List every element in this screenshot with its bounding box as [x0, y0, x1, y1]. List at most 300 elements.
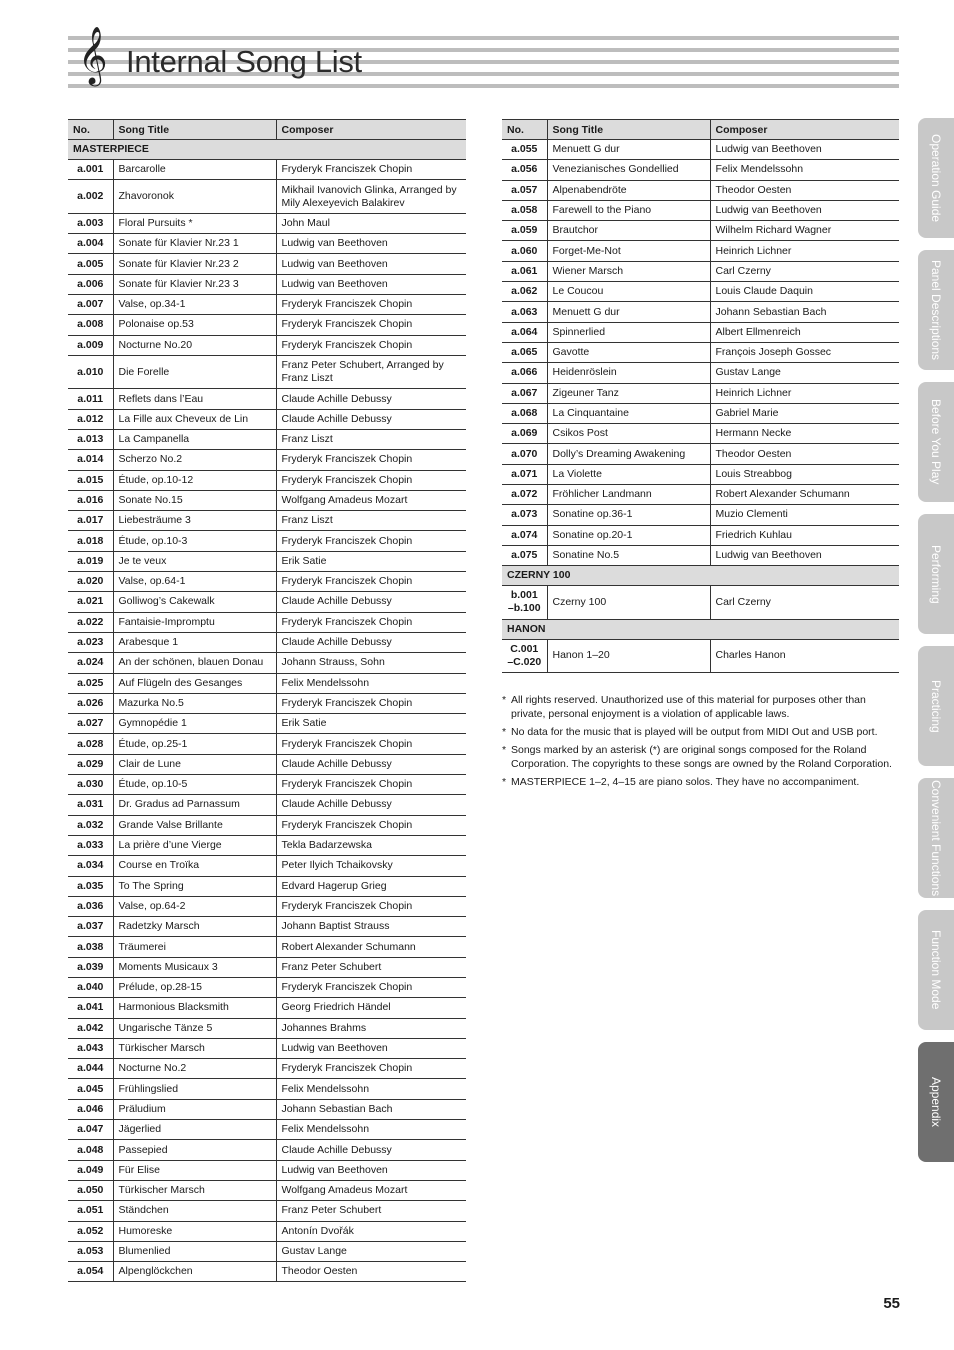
table-row [502, 221, 899, 241]
song-number-cell: a.023 [68, 632, 113, 652]
song-number-cell: a.019 [68, 551, 113, 571]
song-number-cell: a.024 [68, 653, 113, 673]
song-number-cell: a.036 [68, 896, 113, 916]
song-number-cell: a.007 [68, 294, 113, 314]
table-row [68, 775, 466, 795]
song-number-cell: a.057 [502, 180, 547, 200]
song-number-cell: a.035 [68, 876, 113, 896]
composer-cell: Johann Strauss, Sohn [276, 653, 466, 673]
song-number-cell: a.034 [68, 856, 113, 876]
song-title-cell: La Violette [547, 464, 710, 484]
composer-cell: Fryderyk Franciszek Chopin [276, 815, 466, 835]
composer-cell: Fryderyk Franciszek Chopin [276, 572, 466, 592]
song-title-cell: Étude, op.10-5 [113, 775, 276, 795]
table-row [502, 525, 899, 545]
table-row [68, 592, 466, 612]
song-number-cell: a.018 [68, 531, 113, 551]
song-title-cell: Sonatine op.20-1 [547, 525, 710, 545]
song-number-cell: a.065 [502, 342, 547, 362]
song-title-cell: Frühlingslied [113, 1079, 276, 1099]
table-row [68, 490, 466, 510]
composer-cell: Heinrich Lichner [710, 241, 899, 261]
table-row [68, 160, 466, 180]
tab-function-mode[interactable] [918, 910, 954, 1030]
composer-cell: Mikhail Ivanovich Glinka, Arranged by Mily Alexeyevich Balakirev [276, 180, 466, 214]
song-title-cell: Sonate für Klavier Nr.23 2 [113, 254, 276, 274]
tab-appendix[interactable] [918, 1042, 954, 1162]
composer-cell: Albert Ellmenreich [710, 322, 899, 342]
song-title-cell: Barcarolle [113, 160, 276, 180]
song-number-cell: a.070 [502, 444, 547, 464]
song-title-cell: Wiener Marsch [547, 261, 710, 281]
composer-cell: Louis Streabbog [710, 464, 899, 484]
table-row [68, 1079, 466, 1099]
table-row [502, 424, 899, 444]
composer-cell: Franz Liszt [276, 511, 466, 531]
song-title-cell: Golliwog’s Cakewalk [113, 592, 276, 612]
tab-label: Operation Guide [929, 133, 943, 223]
song-title-cell: Course en Troïka [113, 856, 276, 876]
composer-cell: Wilhelm Richard Wagner [710, 221, 899, 241]
song-title-cell: Menuett G dur [547, 140, 710, 160]
composer-cell: Robert Alexander Schumann [276, 937, 466, 957]
table-row [68, 1099, 466, 1119]
composer-cell: Ludwig van Beethoven [710, 140, 899, 160]
table-row [68, 1262, 466, 1282]
composer-cell: Ludwig van Beethoven [276, 1160, 466, 1180]
composer-cell: Fryderyk Franciszek Chopin [276, 315, 466, 335]
song-number-cell: a.032 [68, 815, 113, 835]
song-number-cell: a.011 [68, 389, 113, 409]
song-number-cell: a.038 [68, 937, 113, 957]
table-row [68, 835, 466, 855]
song-title-cell: Mazurka No.5 [113, 693, 276, 713]
tab-label: Panel Descriptions [929, 259, 943, 361]
song-title-cell: Gymnopédie 1 [113, 714, 276, 734]
footnote: * All rights reserved. Unauthorized use of this material for purposes other than private, personal enjoyment is a violation of applicable laws. [502, 693, 902, 721]
composer-cell: Claude Achille Debussy [276, 592, 466, 612]
song-number-cell: a.039 [68, 957, 113, 977]
table-row [68, 551, 466, 571]
tab-label: Performing [929, 544, 943, 604]
tab-practicing[interactable] [918, 646, 954, 766]
composer-cell: Fryderyk Franciszek Chopin [276, 775, 466, 795]
song-number-cell: a.058 [502, 200, 547, 220]
song-title-cell: Heidenröslein [547, 363, 710, 383]
song-title-cell: Venezianisches Gondellied [547, 160, 710, 180]
song-number-cell: a.056 [502, 160, 547, 180]
composer-cell: Charles Hanon [710, 639, 899, 673]
song-title-cell: Fröhlicher Landmann [547, 485, 710, 505]
table-row [68, 389, 466, 409]
song-number-cell: a.048 [68, 1140, 113, 1160]
song-number-cell: a.046 [68, 1099, 113, 1119]
table-row [68, 896, 466, 916]
song-title-cell: Moments Musicaux 3 [113, 957, 276, 977]
tab-performing[interactable] [918, 514, 954, 634]
table-row [502, 302, 899, 322]
composer-cell: Antonín Dvořák [276, 1221, 466, 1241]
composer-cell: Fryderyk Franciszek Chopin [276, 977, 466, 997]
table-row [502, 160, 899, 180]
table-row [68, 511, 466, 531]
song-title-cell: Sonate für Klavier Nr.23 1 [113, 234, 276, 254]
song-title-cell: Präludium [113, 1099, 276, 1119]
table-row [68, 714, 466, 734]
table-row [502, 383, 899, 403]
song-title-cell: Träumerei [113, 937, 276, 957]
composer-cell: Claude Achille Debussy [276, 795, 466, 815]
table-row [68, 572, 466, 592]
tab-label: Before You Play [929, 399, 943, 485]
table-row [68, 1140, 466, 1160]
section-row [502, 566, 899, 586]
song-title-cell: Forget-Me-Not [547, 241, 710, 261]
page-title: Internal Song List [126, 44, 362, 79]
table-row [68, 1180, 466, 1200]
song-title-cell: Türkischer Marsch [113, 1180, 276, 1200]
footnotes [502, 693, 902, 793]
song-number-cell: a.067 [502, 383, 547, 403]
song-title-cell: To The Spring [113, 876, 276, 896]
tab-label: Appendix [929, 1076, 943, 1128]
song-title-cell: Czerny 100 [547, 586, 710, 620]
composer-cell: Gustav Lange [276, 1241, 466, 1261]
table-row [68, 957, 466, 977]
song-number-cell: a.066 [502, 363, 547, 383]
table-row [68, 754, 466, 774]
footnote: * No data for the music that is played will be output from MIDI Out and USB port. [502, 725, 902, 739]
song-title-cell: Sonatine op.36-1 [547, 505, 710, 525]
song-number-cell: a.026 [68, 693, 113, 713]
song-number-cell: a.037 [68, 917, 113, 937]
column-header-song-title: Song Title [113, 120, 276, 140]
composer-cell: Edvard Hagerup Grieg [276, 876, 466, 896]
table-header-row [68, 120, 466, 140]
composer-cell: Claude Achille Debussy [276, 409, 466, 429]
song-number-cell: a.028 [68, 734, 113, 754]
composer-cell: Claude Achille Debussy [276, 1140, 466, 1160]
composer-cell: Peter Ilyich Tchaikovsky [276, 856, 466, 876]
song-title-cell: La prière d’une Vierge [113, 835, 276, 855]
composer-cell: Ludwig van Beethoven [710, 545, 899, 565]
song-title-cell: Zhavoronok [113, 180, 276, 214]
table-row [68, 254, 466, 274]
song-number-cell: a.050 [68, 1180, 113, 1200]
table-row [502, 464, 899, 484]
song-number-cell: a.044 [68, 1059, 113, 1079]
composer-cell: Fryderyk Franciszek Chopin [276, 612, 466, 632]
composer-cell: Franz Peter Schubert [276, 957, 466, 977]
song-number-cell: a.064 [502, 322, 547, 342]
song-number-cell: a.060 [502, 241, 547, 261]
composer-cell: Carl Czerny [710, 261, 899, 281]
song-title-cell: Auf Flügeln des Gesanges [113, 673, 276, 693]
song-title-cell: Alpenabendröte [547, 180, 710, 200]
song-title-cell: Sonate No.15 [113, 490, 276, 510]
song-number-cell: a.005 [68, 254, 113, 274]
song-number-cell: a.041 [68, 998, 113, 1018]
composer-cell: Ludwig van Beethoven [276, 1038, 466, 1058]
song-title-cell: Nocturne No.20 [113, 335, 276, 355]
composer-cell: Fryderyk Franciszek Chopin [276, 1059, 466, 1079]
composer-cell: Erik Satie [276, 551, 466, 571]
table-row [68, 180, 466, 214]
song-number-cell: a.059 [502, 221, 547, 241]
song-table-left [68, 119, 466, 1282]
table-row [68, 937, 466, 957]
table-row [68, 795, 466, 815]
composer-cell: François Joseph Gossec [710, 342, 899, 362]
song-title-cell: Humoreske [113, 1221, 276, 1241]
song-number-cell: a.006 [68, 274, 113, 294]
table-row [502, 180, 899, 200]
composer-cell: Johann Sebastian Bach [276, 1099, 466, 1119]
song-title-cell: Nocturne No.2 [113, 1059, 276, 1079]
song-number-cell: a.010 [68, 355, 113, 389]
song-title-cell: Türkischer Marsch [113, 1038, 276, 1058]
song-number-cell: a.054 [68, 1262, 113, 1282]
table-row [68, 632, 466, 652]
composer-cell: Hermann Necke [710, 424, 899, 444]
song-title-cell: La Campanella [113, 429, 276, 449]
song-number-cell: a.009 [68, 335, 113, 355]
song-title-cell: Prélude, op.28-15 [113, 977, 276, 997]
composer-cell: Fryderyk Franciszek Chopin [276, 531, 466, 551]
table-row [502, 403, 899, 423]
composer-cell: Theodor Oesten [276, 1262, 466, 1282]
composer-cell: Johann Baptist Strauss [276, 917, 466, 937]
song-number-cell: a.055 [502, 140, 547, 160]
table-row [502, 586, 899, 620]
table-row [502, 282, 899, 302]
tab-label: Convenient Functions [929, 779, 943, 897]
song-title-cell: Sonate für Klavier Nr.23 3 [113, 274, 276, 294]
table-row [68, 234, 466, 254]
song-title-cell: Étude, op.10-12 [113, 470, 276, 490]
song-number-cell: a.047 [68, 1120, 113, 1140]
song-number-cell: a.001 [68, 160, 113, 180]
song-number-cell: b.001 –b.100 [502, 586, 547, 620]
table-row [68, 531, 466, 551]
composer-cell: Wolfgang Amadeus Mozart [276, 1180, 466, 1200]
composer-cell: Muzio Clementi [710, 505, 899, 525]
table-row [502, 342, 899, 362]
composer-cell: Gustav Lange [710, 363, 899, 383]
table-row [68, 1018, 466, 1038]
song-number-cell: a.072 [502, 485, 547, 505]
composer-cell: Fryderyk Franciszek Chopin [276, 450, 466, 470]
composer-cell: Ludwig van Beethoven [276, 254, 466, 274]
song-number-cell: a.003 [68, 213, 113, 233]
composer-cell: Franz Peter Schubert, Arranged by Franz Liszt [276, 355, 466, 389]
table-row [68, 335, 466, 355]
song-number-cell: a.021 [68, 592, 113, 612]
song-title-cell: Jägerlied [113, 1120, 276, 1140]
table-row [502, 261, 899, 281]
song-number-cell: a.062 [502, 282, 547, 302]
composer-cell: Franz Liszt [276, 429, 466, 449]
table-row [68, 429, 466, 449]
song-title-cell: Grande Valse Brillante [113, 815, 276, 835]
page-number: 55 [883, 1295, 900, 1312]
song-table-right [502, 119, 899, 673]
treble-clef-icon: 𝄞 [78, 26, 108, 84]
tab-before-you-play[interactable] [918, 382, 954, 502]
song-title-cell: Gavotte [547, 342, 710, 362]
tab-operation-guide[interactable] [918, 118, 954, 238]
table-header-row [502, 120, 899, 140]
table-row [68, 213, 466, 233]
table-row [68, 1038, 466, 1058]
composer-cell: Fryderyk Franciszek Chopin [276, 896, 466, 916]
column-header-composer: Composer [276, 120, 466, 140]
table-row [68, 355, 466, 389]
song-title-cell: Menuett G dur [547, 302, 710, 322]
song-number-cell: a.014 [68, 450, 113, 470]
song-title-cell: Alpenglöckchen [113, 1262, 276, 1282]
composer-cell: Robert Alexander Schumann [710, 485, 899, 505]
section-label: MASTERPIECE [68, 140, 466, 160]
table-row [502, 200, 899, 220]
composer-cell: Wolfgang Amadeus Mozart [276, 490, 466, 510]
table-row [502, 241, 899, 261]
composer-cell: John Maul [276, 213, 466, 233]
song-title-cell: Fantaisie-Impromptu [113, 612, 276, 632]
composer-cell: Theodor Oesten [710, 180, 899, 200]
song-title-cell: Dolly’s Dreaming Awakening [547, 444, 710, 464]
song-number-cell: a.061 [502, 261, 547, 281]
song-title-cell: Polonaise op.53 [113, 315, 276, 335]
song-title-cell: Valse, op.64-1 [113, 572, 276, 592]
song-number-cell: a.073 [502, 505, 547, 525]
song-title-cell: Brautchor [547, 221, 710, 241]
song-number-cell: C.001 –C.020 [502, 639, 547, 673]
footnote: * Songs marked by an asterisk (*) are original songs composed for the Roland Corporation. The copyrights to these songs are owned by the Roland Corporation. [502, 743, 902, 771]
composer-cell: Fryderyk Franciszek Chopin [276, 693, 466, 713]
song-title-cell: Ständchen [113, 1201, 276, 1221]
table-row [502, 485, 899, 505]
song-number-cell: a.017 [68, 511, 113, 531]
song-number-cell: a.008 [68, 315, 113, 335]
table-row [68, 856, 466, 876]
song-number-cell: a.051 [68, 1201, 113, 1221]
song-number-cell: a.013 [68, 429, 113, 449]
table-row [68, 1059, 466, 1079]
song-number-cell: a.033 [68, 835, 113, 855]
column-header-no: No. [68, 120, 113, 140]
song-title-cell: Farewell to the Piano [547, 200, 710, 220]
song-number-cell: a.074 [502, 525, 547, 545]
composer-cell: Claude Achille Debussy [276, 389, 466, 409]
composer-cell: Fryderyk Franciszek Chopin [276, 335, 466, 355]
song-number-cell: a.052 [68, 1221, 113, 1241]
section-label: HANON [502, 619, 899, 639]
section-label: CZERNY 100 [502, 566, 899, 586]
song-title-cell: Csikos Post [547, 424, 710, 444]
song-title-cell: Valse, op.64-2 [113, 896, 276, 916]
song-number-cell: a.045 [68, 1079, 113, 1099]
song-number-cell: a.015 [68, 470, 113, 490]
table-row [502, 363, 899, 383]
composer-cell: Franz Peter Schubert [276, 1201, 466, 1221]
table-row [502, 140, 899, 160]
table-row [68, 612, 466, 632]
song-number-cell: a.069 [502, 424, 547, 444]
song-title-cell: Zigeuner Tanz [547, 383, 710, 403]
composer-cell: Louis Claude Daquin [710, 282, 899, 302]
composer-cell: Erik Satie [276, 714, 466, 734]
table-row [68, 1120, 466, 1140]
composer-cell: Georg Friedrich Händel [276, 998, 466, 1018]
song-title-cell: Arabesque 1 [113, 632, 276, 652]
composer-cell: Theodor Oesten [710, 444, 899, 464]
table-row [68, 1201, 466, 1221]
table-row [502, 545, 899, 565]
song-title-cell: La Cinquantaine [547, 403, 710, 423]
song-title-cell: Floral Pursuits * [113, 213, 276, 233]
song-title-cell: Liebesträume 3 [113, 511, 276, 531]
column-header-composer: Composer [710, 120, 899, 140]
table-row [68, 1160, 466, 1180]
tab-panel-descriptions[interactable] [918, 250, 954, 370]
song-title-cell: Hanon 1–20 [547, 639, 710, 673]
song-number-cell: a.030 [68, 775, 113, 795]
table-row [68, 917, 466, 937]
column-header-no: No. [502, 120, 547, 140]
table-row [68, 693, 466, 713]
song-number-cell: a.053 [68, 1241, 113, 1261]
footnote: * MASTERPIECE 1–2, 4–15 are piano solos. They have no accompaniment. [502, 775, 902, 789]
song-title-cell: Passepied [113, 1140, 276, 1160]
song-title-cell: Étude, op.10-3 [113, 531, 276, 551]
composer-cell: Carl Czerny [710, 586, 899, 620]
composer-cell: Johannes Brahms [276, 1018, 466, 1038]
table-row [68, 734, 466, 754]
composer-cell: Ludwig van Beethoven [276, 234, 466, 254]
song-number-cell: a.040 [68, 977, 113, 997]
composer-cell: Fryderyk Franciszek Chopin [276, 470, 466, 490]
song-title-cell: Ungarische Tänze 5 [113, 1018, 276, 1038]
song-number-cell: a.049 [68, 1160, 113, 1180]
song-title-cell: Harmonious Blacksmith [113, 998, 276, 1018]
table-row [502, 322, 899, 342]
table-row [502, 444, 899, 464]
table-row [68, 673, 466, 693]
tab-label: Practicing [929, 679, 943, 733]
song-number-cell: a.042 [68, 1018, 113, 1038]
tab-convenient-functions[interactable] [918, 778, 954, 898]
column-header-song-title: Song Title [547, 120, 710, 140]
song-number-cell: a.031 [68, 795, 113, 815]
song-number-cell: a.027 [68, 714, 113, 734]
song-title-cell: An der schönen, blauen Donau [113, 653, 276, 673]
song-title-cell: Reflets dans l’Eau [113, 389, 276, 409]
song-title-cell: Clair de Lune [113, 754, 276, 774]
song-number-cell: a.025 [68, 673, 113, 693]
song-number-cell: a.022 [68, 612, 113, 632]
song-title-cell: Für Elise [113, 1160, 276, 1180]
table-row [68, 653, 466, 673]
song-number-cell: a.068 [502, 403, 547, 423]
song-title-cell: Je te veux [113, 551, 276, 571]
song-title-cell: Le Coucou [547, 282, 710, 302]
composer-cell: Fryderyk Franciszek Chopin [276, 160, 466, 180]
composer-cell: Ludwig van Beethoven [710, 200, 899, 220]
song-title-cell: Die Forelle [113, 355, 276, 389]
table-row [502, 505, 899, 525]
table-row [68, 450, 466, 470]
